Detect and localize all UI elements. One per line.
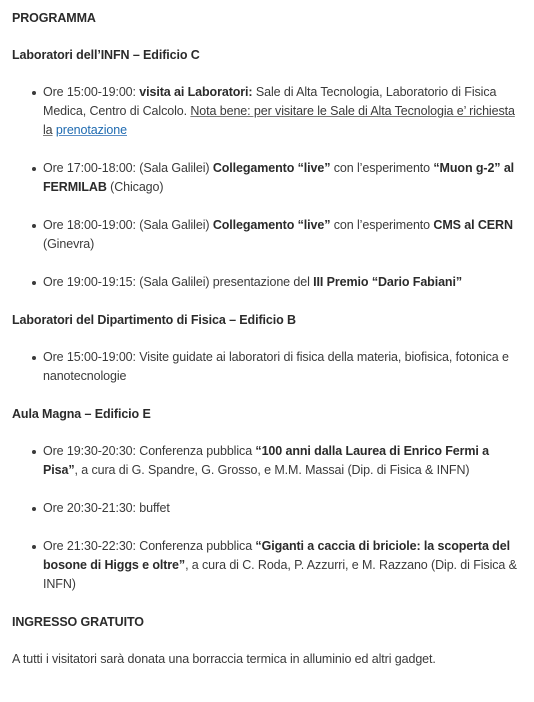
- section-title-infn: Laboratori dell’INFN – Edificio C: [12, 48, 200, 62]
- prenotazione-link[interactable]: prenotazione: [55, 123, 127, 137]
- bullet-icon: [32, 450, 36, 454]
- event-text: Ore 20:30-21:30: buffet: [43, 501, 170, 515]
- event-title: visita ai Laboratori:: [139, 85, 253, 99]
- programma-heading: PROGRAMMA: [12, 11, 96, 25]
- section-title-dipartimento: Laboratori del Dipartimento di Fisica – Edificio B: [12, 313, 296, 327]
- event-list-aula-magna: [12, 442, 520, 594]
- list-item: [43, 348, 520, 386]
- bullet-icon: [32, 356, 36, 360]
- list-item: [43, 159, 520, 197]
- list-item: [43, 537, 520, 594]
- event-location: (Ginevra): [43, 237, 95, 251]
- ingresso-heading: INGRESSO GRATUITO: [12, 615, 144, 629]
- event-time: Ore 15:00-19:00:: [43, 85, 140, 99]
- bullet-icon: [32, 167, 36, 171]
- event-title: “100 anni dalla Laurea di Enrico Fermi a Pisa”: [43, 444, 490, 477]
- event-time: Ore 18:00-19:00: (Sala Galilei): [43, 218, 213, 232]
- bullet-icon: [32, 545, 36, 549]
- list-item: [43, 273, 520, 292]
- event-text: Ore 15:00-19:00: Visite guidate ai laboratori di fisica della materia, biofisica, fotonica e nanotecnologie: [43, 350, 509, 383]
- event-title: “Giganti a caccia di briciole: la scoperta del bosone di Higgs e oltre”: [43, 539, 510, 572]
- event-title: Collegamento “live”: [212, 161, 331, 175]
- list-item: [43, 83, 520, 140]
- list-item: [43, 442, 520, 480]
- note-bene-link[interactable]: Nota bene: per visitare le Sale di Alta Tecnologia e’ richiesta la: [43, 104, 515, 137]
- event-time: Ore 19:00-19:15: (Sala Galilei) presentazione del: [43, 275, 314, 289]
- event-location: (Chicago): [106, 180, 164, 194]
- event-time: Ore 21:30-22:30: Conferenza pubblica: [43, 539, 256, 553]
- event-text: con l’esperimento: [330, 218, 434, 232]
- event-text: , a cura di C. Roda, P. Azzurri, e M. Razzano (Dip. di Fisica & INFN): [43, 558, 517, 591]
- closing-text: A tutti i visitatori sarà donata una borraccia termica in alluminio ed altri gadget.: [12, 652, 436, 666]
- experiment-name: CMS al CERN: [433, 218, 513, 232]
- event-list-infn: [12, 83, 520, 292]
- event-time: Ore 19:30-20:30: Conferenza pubblica: [43, 444, 256, 458]
- event-text: Sale di Alta Tecnologia, Laboratorio di Fisica Medica, Centro di Calcolo.: [43, 85, 497, 118]
- event-title: Collegamento “live”: [212, 218, 331, 232]
- event-text: , a cura di G. Spandre, G. Grosso, e M.M. Massai (Dip. di Fisica & INFN): [74, 463, 470, 477]
- section-title-aula-magna: Aula Magna – Edificio E: [12, 407, 151, 421]
- event-time: Ore 17:00-18:00: (Sala Galilei): [43, 161, 213, 175]
- experiment-name: “Muon g-2” al FERMILAB: [43, 161, 515, 194]
- bullet-icon: [32, 507, 36, 511]
- bullet-icon: [32, 224, 36, 228]
- event-text: con l’esperimento: [330, 161, 434, 175]
- list-item: [43, 499, 520, 518]
- list-item: [43, 216, 520, 254]
- event-list-dipartimento: [12, 348, 520, 386]
- bullet-icon: [32, 281, 36, 285]
- bullet-icon: [32, 91, 36, 95]
- event-title: III Premio “Dario Fabiani”: [313, 275, 462, 289]
